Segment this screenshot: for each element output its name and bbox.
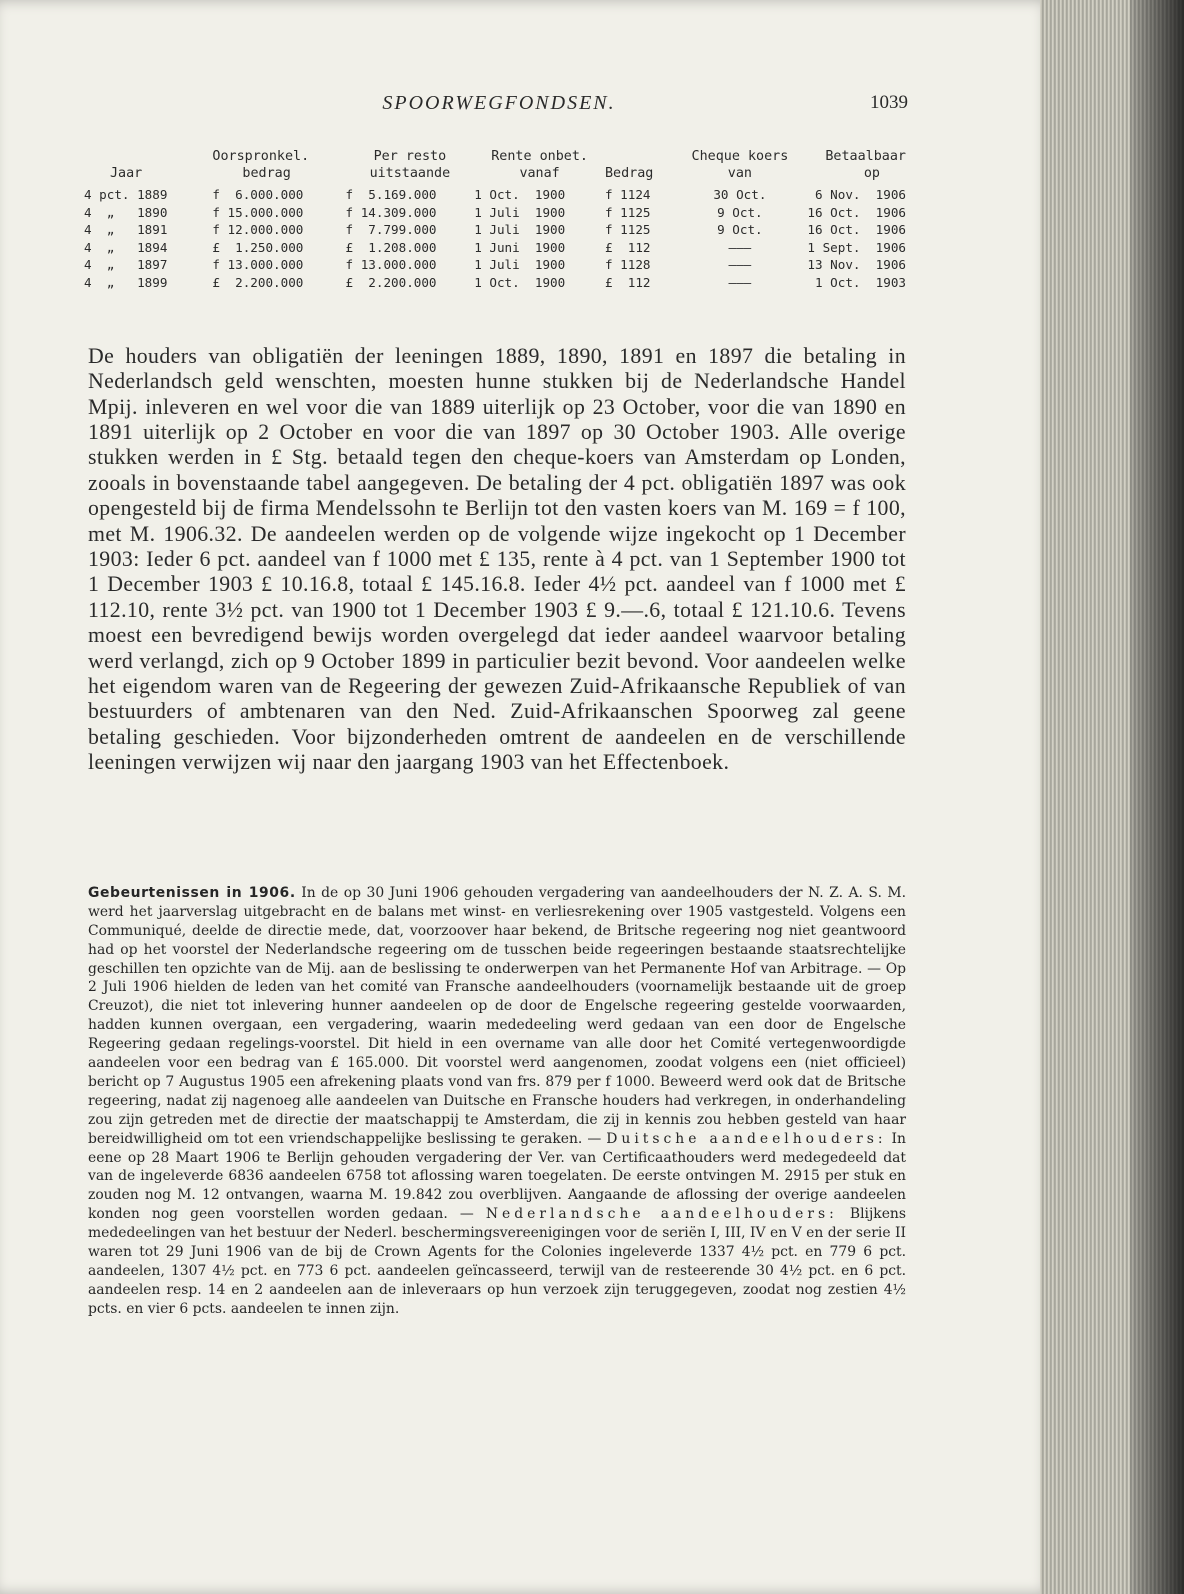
cell-jaar: 4 „ 1897 — [84, 257, 168, 272]
cell-betaalbaar: 16 Oct. 1906 — [807, 204, 906, 220]
spaced-heading-duitsche: Duitsche aandeelhouders: — [606, 1130, 887, 1147]
cell-bedrag: f 1124 — [604, 187, 651, 202]
body-paragraph-events-1906 — [88, 884, 906, 1319]
running-title: SPOORWEGFONDSEN. — [382, 92, 616, 114]
cell-van: 30 Oct. — [713, 187, 767, 202]
cell-rente: 1 Juli 1900 — [474, 257, 566, 272]
page-number: 1039 — [870, 92, 908, 113]
cell-betaalbaar: 1 Oct. 1903 — [815, 274, 906, 290]
table-row — [84, 239, 906, 257]
cell-van: 9 Oct. — [717, 204, 763, 220]
cell-rente: 1 Oct. 1900 — [474, 187, 566, 202]
cell-rente: 1 Juli 1900 — [474, 204, 566, 220]
cell-oorspronkel: f 12.000.000 — [212, 222, 304, 237]
bond-table — [84, 148, 906, 291]
table-row — [84, 204, 906, 222]
table-row — [84, 221, 906, 239]
cell-bedrag: f 1125 — [604, 222, 651, 237]
cell-bedrag: £ 112 — [604, 274, 651, 290]
spaced-heading-nederlandsche: Nederlandsche aandeelhouders: — [485, 1206, 838, 1223]
table-row — [84, 186, 906, 204]
cell-per-resto: f 14.309.000 — [345, 204, 437, 220]
section-lead: Gebeurtenissen in 1906. — [88, 884, 296, 901]
header-per-resto: Per resto uitstaande — [369, 149, 451, 181]
book-spine-shadow — [1130, 0, 1184, 1594]
cell-per-resto: £ 2.200.000 — [345, 274, 437, 290]
cell-van: ——— — [728, 274, 752, 290]
cell-per-resto: f 7.799.000 — [345, 222, 437, 237]
events-text-c: Blijkens mededeelingen van het bestuur der Nederl. beschermingsvereenigingen voor de seriën I, III, IV en V en der serie II waren tot 29 Juni 1906 van de bij de Crown Agents for the Colonies ingeleverde 1337 4½ pct. en 779 6 pct. aandeelen, 1307 4½ pct. en 773 6 pct. aandeelen geïncasseerd, terwijl van de resteerende 30 4½ pct. en 6 pct. aandeelen resp. 14 en 2 aandeelen aan de inleveraars op hun verzoek zijn teruggegeven, zoodat nog zestien 4½ pcts. en vier 6 pcts. aandeelen te innen zijn. — [88, 1206, 906, 1317]
header-oorspronkel: Oorspronkel. bedrag — [212, 149, 310, 181]
header-rente: Rente onbet. vanaf — [491, 149, 588, 181]
header-cheque-koers: Cheque koers — [691, 149, 789, 164]
body-paragraph-payment: De houders van obligatiën der leeningen 1889, 1890, 1891 en 1897 die betaling in Nederlandsch geld wenschten, moesten hunne stukken bij de Nederlandsche Handel Mpij. inleveren en wel voor die van 1889 uiterlijk op 23 October, voor die van 1890 en 1891 uiterlijk op 2 October en voor die van 1897 op 30 October 1903. Alle overige stukken werden in £ Stg. betaald tegen den cheque-koers van Amsterdam op Londen, zooals in bovenstaande tabel aangegeven. De betaling der 4 pct. obligatiën 1897 was ook opengesteld bij de firma Mendelssohn te Berlijn tot den vasten koers van M. 169 = f 100, met M. 1906.32. De aandeelen werden op de volgende wijze ingekocht op 1 December 1903: Ieder 6 pct. aandeel van f 1000 met £ 135, rente à 4 pct. van 1 September 1900 tot 1 December 1903 £ 10.16.8, totaal £ 145.16.8. Ieder 4½ pct. aandeel van f 1000 met £ 112.10, rente 3½ pct. van 1900 tot 1 December 1903 £ 9.—.6, totaal £ 121.10.6. Tevens moest een bevredigend bewijs worden overgelegd dat ieder aandeel waarvoor betaling werd verlangd, zich op 9 October 1899 in particulier bezit bevond. Voor aandeelen welke het eigendom waren van de Regeering der gewezen Zuid-Afrikaansche Republiek of van bestuurders of ambtenaren van den Ned. Zuid-Afrikaanschen Spoorweg zal geene betaling geschieden. Voor bijzonderheden omtrent de aandeelen en de verschillende leeningen verwijzen wij naar den jaargang 1903 van het Effectenboek. — [88, 343, 906, 775]
cell-rente: 1 Juni 1900 — [474, 239, 566, 255]
header-bedrag: Bedrag — [604, 166, 654, 181]
table-row — [84, 256, 906, 274]
cell-jaar: 4 „ 1890 — [84, 204, 168, 220]
events-text-a: In de op 30 Juni 1906 gehouden vergadering van aandeelhouders der N. Z. A. S. M. werd het jaarverslag uitgebracht en de balans met winst- en verliesrekening over 1905 vastgesteld. Volgens een Communiqué, deelde de directie mede, dat, voorzoover haar bekend, de Britsche regeering nog niet geantwoord had op het voorstel der Nederlandsche regeering om de tusschen beide regeeringen bestaande staatsrechtelijke geschillen ten opzichte van de Mij. aan de beslissing te onderwerpen van het Permanente Hof van Arbitrage. — Op 2 Juli 1906 hielden de leden van het comité van Fransche aandeelhouders (voornamelijk bestaande uit de groep Creuzot), die niet tot inlevering hunner aandeelen op de door de Engelsche regeering gestelde voorwaarden, hadden kunnen overgaan, een vergadering, waarin mededeeling werd gedaan van een door de Engelsche Regeering gedaan regelings-voorstel. Dit hield in een overname van alle door het Comité vertegenwoordigde aandeelen voor een bedrag van £ 165.000. Dit voorstel werd aangenomen, zoodat volgens een (niet officieel) bericht op 7 Augustus 1905 een afrekening plaats vond van frs. 879 per f 1000. Beweerd werd ook dat de Britsche regeering, nadat zij nagenoeg alle aandeelen van Duitsche en Fransche houders had verkregen, in onderhandeling zou zijn getreden met de directie der maatschappij te Amsterdam, die zij in kennis zou hebben gesteld van haar bereidwilligheid om tot een vriendschappelijke beslissing te geraken. — — [88, 884, 906, 1147]
cell-betaalbaar: 16 Oct. 1906 — [807, 222, 906, 237]
cell-jaar: 4 „ 1899 — [84, 274, 168, 290]
cell-oorspronkel: f 15.000.000 — [212, 204, 304, 220]
cell-bedrag: f 1128 — [604, 257, 651, 272]
cell-jaar: 4 pct. 1889 — [84, 187, 168, 202]
header-betaalbaar: Betaalbaar op — [825, 149, 906, 181]
header-jaar: Jaar — [110, 166, 143, 181]
table-header-row — [84, 148, 906, 186]
cell-van: ——— — [728, 239, 752, 255]
cell-betaalbaar: 13 Nov. 1906 — [807, 257, 906, 272]
cell-oorspronkel: £ 1.250.000 — [212, 239, 304, 255]
cell-oorspronkel: f 13.000.000 — [212, 257, 304, 272]
cell-rente: 1 Oct. 1900 — [474, 274, 566, 290]
cell-bedrag: £ 112 — [604, 239, 651, 255]
table-row — [84, 274, 906, 292]
cell-oorspronkel: f 6.000.000 — [212, 187, 304, 202]
page-header — [90, 92, 908, 118]
cell-oorspronkel: £ 2.200.000 — [212, 274, 304, 290]
cell-per-resto: f 5.169.000 — [345, 187, 437, 202]
cell-rente: 1 Juli 1900 — [474, 222, 566, 237]
cell-van: 9 Oct. — [717, 222, 763, 237]
cell-betaalbaar: 1 Sept. 1906 — [807, 239, 906, 255]
events-text-b: In eene op 28 Maart 1906 te Berlijn gehouden vergadering der Ver. van Certificaathouders werd medegedeeld dat van de ingeleverde 6836 aandeelen 6758 tot aflossing waren toegelaten. De eerste ontvingen M. 2915 per stuk en zouden nog M. 12 ontvangen, waarna M. 19.842 zou overblijven. Aangaande de aflossing der overige aandeelen konden nog geen voorstellen worden gedaan. — — [88, 1130, 906, 1223]
cell-van: ——— — [728, 257, 752, 272]
cell-jaar: 4 „ 1891 — [84, 222, 168, 237]
cell-per-resto: £ 1.208.000 — [345, 239, 437, 255]
cell-per-resto: f 13.000.000 — [345, 257, 437, 272]
cell-jaar: 4 „ 1894 — [84, 239, 168, 255]
header-cheque-van: Cheque koers van — [688, 148, 792, 186]
cell-betaalbaar: 6 Nov. 1906 — [815, 187, 906, 202]
cell-bedrag: f 1125 — [604, 204, 651, 220]
